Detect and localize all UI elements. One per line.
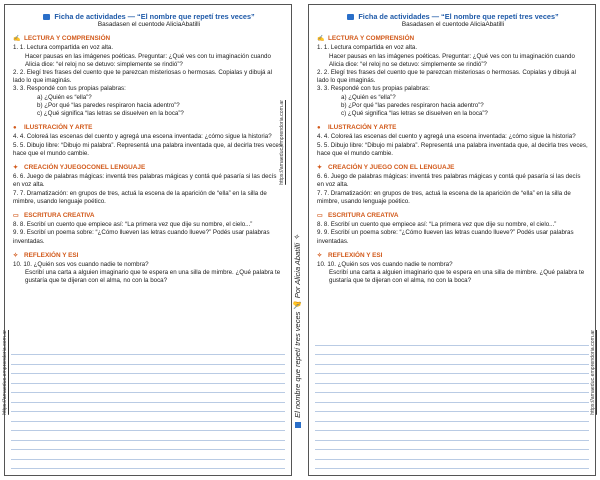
- writing-lines: [315, 336, 589, 469]
- worksheet-subtitle: Basadasen el cuentode AliciaAbatilli: [401, 21, 505, 28]
- activity-10: 10. 10. ¿Quién sos vos cuando nadie te nombra?: [13, 261, 149, 269]
- activity-3c: c) ¿Qué significa “las letras se disuelven en la boca”?: [37, 110, 184, 118]
- activity-10-detail: Escribí una carta a alguien imaginario que te espera en una silla de mimbre. ¿Qué palabra te gustaría que te dijeran con el alma, no con la boca?: [329, 269, 585, 285]
- open-book-icon: ▭: [13, 213, 19, 220]
- activity-10: 10. 10. ¿Quién sos vos cuando nadie te nombra?: [317, 261, 453, 269]
- lightbulb-icon: ✦: [13, 165, 19, 172]
- open-book-icon: ▭: [317, 213, 323, 220]
- section-lectura: ✍ LECTURA Y COMPRENSIÓN: [317, 35, 415, 43]
- activity-7: 7. 7. Dramatización: en grupos de tres, actuá la escena de la aparición de “ella” en la silla de mimbre, usando lenguaje poético.: [317, 189, 571, 205]
- activity-9: 9. 9. Escribí un poema sobre: “¿Cómo llueven las letras cuando llueve?” Podés usar palabras inventadas.: [13, 229, 270, 245]
- activity-3c: c) ¿Qué significa “las letras se disuelven en la boca”?: [341, 110, 488, 118]
- activity-3a: a) ¿Quién es “ella”?: [341, 93, 396, 101]
- activity-6: 6. 6. Juego de palabras mágicas: inventá tres palabras mágicas y contá qué pasaría si las decís en voz alta.: [317, 173, 581, 189]
- lightbulb-icon: ✦: [317, 165, 323, 172]
- section-ilustracion: ● ILUSTRACIÓN Y ARTE: [13, 124, 93, 132]
- section-reflexion: ✧ REFLEXIÓN Y ESI: [13, 251, 79, 259]
- side-url-center[interactable]: https://amaeduc.emprendoria.com.ar: [279, 100, 285, 185]
- book-square-icon: [295, 422, 301, 428]
- activity-3: 3. 3. Respondé con tus propias palabras:: [317, 85, 430, 93]
- activity-2: 2. 2. Elegí tres frases del cuento que te parezcan misteriosas o hermosas. Copialas y dibujá al lado lo que imaginás.: [317, 69, 576, 85]
- section-reflexion: ✧ REFLEXIÓN Y ESI: [317, 251, 383, 259]
- palette-icon: ●: [13, 125, 17, 132]
- activity-9: 9. 9. Escribí un poema sobre: “¿Cómo llueven las letras cuando llueve?” Podés usar palabras inventadas.: [317, 229, 574, 245]
- activity-3: 3. 3. Respondé con tus propias palabras:: [13, 85, 126, 93]
- activity-8: 8. 8. Escribí un cuento que empiece así: “La primera vez que dije su nombre, el cielo...”: [317, 221, 557, 229]
- activity-7: 7. 7. Dramatización: en grupos de tres, actuá la escena de la aparición de “ella” en la silla de mimbre, usando lenguaje poético.: [13, 189, 267, 205]
- section-creacion: ✦ CREACIÓN YJUEGOCONEL LENGUAJE: [13, 164, 146, 172]
- worksheet-subtitle: Basadasen el cuentode AliciaAbatilli: [97, 21, 201, 28]
- activity-3b: b) ¿Por qué “las paredes respiraron hacia adentro”?: [341, 101, 484, 109]
- activity-3a: a) ¿Quién es “ella”?: [37, 93, 92, 101]
- worksheet-title: Ficha de actividades — “El nombre que repetí tres veces”: [13, 12, 285, 21]
- activity-3b: b) ¿Por qué “las paredes respiraron hacia adentro”?: [37, 101, 180, 109]
- activity-4: 4. 4. Coloreá las escenas del cuento y agregá una escena inventada: ¿cómo sigue la historia?: [13, 133, 272, 141]
- worksheet-page-right: [308, 4, 596, 476]
- activity-1-detail: Hacer pausas en las imágenes poéticas. Preguntar: ¿Qué ves con tu imaginación cuando Alicia dice: “el reloj no se detuvo: simplemente se rindió”?: [25, 52, 271, 68]
- writing-lines: [11, 346, 285, 470]
- activity-5: 5. 5. Dibujo libre: “Dibujo mi palabra”. Representá una palabra inventada que, al decirla tres veces, hace que el mundo cambie.: [13, 141, 284, 157]
- section-ilustracion: ● ILUSTRACIÓN Y ARTE: [317, 124, 397, 132]
- activity-1: 1. 1. Lectura compartida en voz alta.: [317, 44, 418, 52]
- section-creacion: ✦ CREACIÓN Y JUEGO CON EL LENGUAJE: [317, 164, 455, 172]
- activity-1: 1. 1. Lectura compartida en voz alta.: [13, 44, 114, 52]
- palette-icon: ●: [317, 125, 321, 132]
- sparkle-icon: ✧: [13, 252, 19, 259]
- activity-10-detail: Escribí una carta a alguien imaginario que te espera en una silla de mimbre. ¿Qué palabra te gustaría que te dijeran con el alma, no con la boca?: [25, 269, 281, 285]
- side-url-right[interactable]: https://amaeduc.emprendoria.com.ar: [590, 330, 596, 415]
- activity-2: 2. 2. Elegí tres frases del cuento que te parezcan misteriosas o hermosas. Copialas y dibujá al lado lo que imaginás.: [13, 69, 272, 85]
- section-escritura: ▭ ESCRITURA CREATIVA: [317, 212, 399, 220]
- activity-6: 6. 6. Juego de palabras mágicas: inventá tres palabras mágicas y contá qué pasaría si las decís en voz alta.: [13, 173, 277, 189]
- sparkle-icon: ✧: [317, 252, 323, 259]
- side-url-left[interactable]: https://amaeduc.emprendoria.com.ar: [2, 330, 8, 415]
- activity-4: 4. 4. Coloreá las escenas del cuento y agregá una escena inventada: ¿cómo sigue la historia?: [317, 133, 576, 141]
- section-lectura: ✍ LECTURA Y COMPRENSIÓN: [13, 35, 111, 43]
- book-icon: [347, 14, 354, 20]
- activity-8: 8. 8. Escribí un cuento que empiece así: “La primera vez que dije su nombre, el cielo...”: [13, 221, 253, 229]
- spine-title: El nombre que repetí tres veces ✍ Por Alicia Abatilli ✧: [293, 180, 302, 430]
- pencil-icon: ✍: [317, 36, 325, 43]
- worksheet-page-left: [4, 4, 292, 476]
- book-icon: [43, 14, 50, 20]
- section-escritura: ▭ ESCRITURA CREATIVA: [13, 212, 95, 220]
- activity-5: 5. 5. Dibujo libre: “Dibujo mi palabra”. Representá una palabra inventada que, al decirla tres veces, hace que el mundo cambie.: [317, 141, 588, 157]
- activity-1-detail: Hacer pausas en las imágenes poéticas. Preguntar: ¿Qué ves con tu imaginación cuando Alicia dice: “el reloj no se detuvo: simplemente se rindió”?: [329, 52, 575, 68]
- worksheet-title: Ficha de actividades — “El nombre que repetí tres veces”: [317, 12, 589, 21]
- pencil-icon: ✍: [13, 36, 21, 43]
